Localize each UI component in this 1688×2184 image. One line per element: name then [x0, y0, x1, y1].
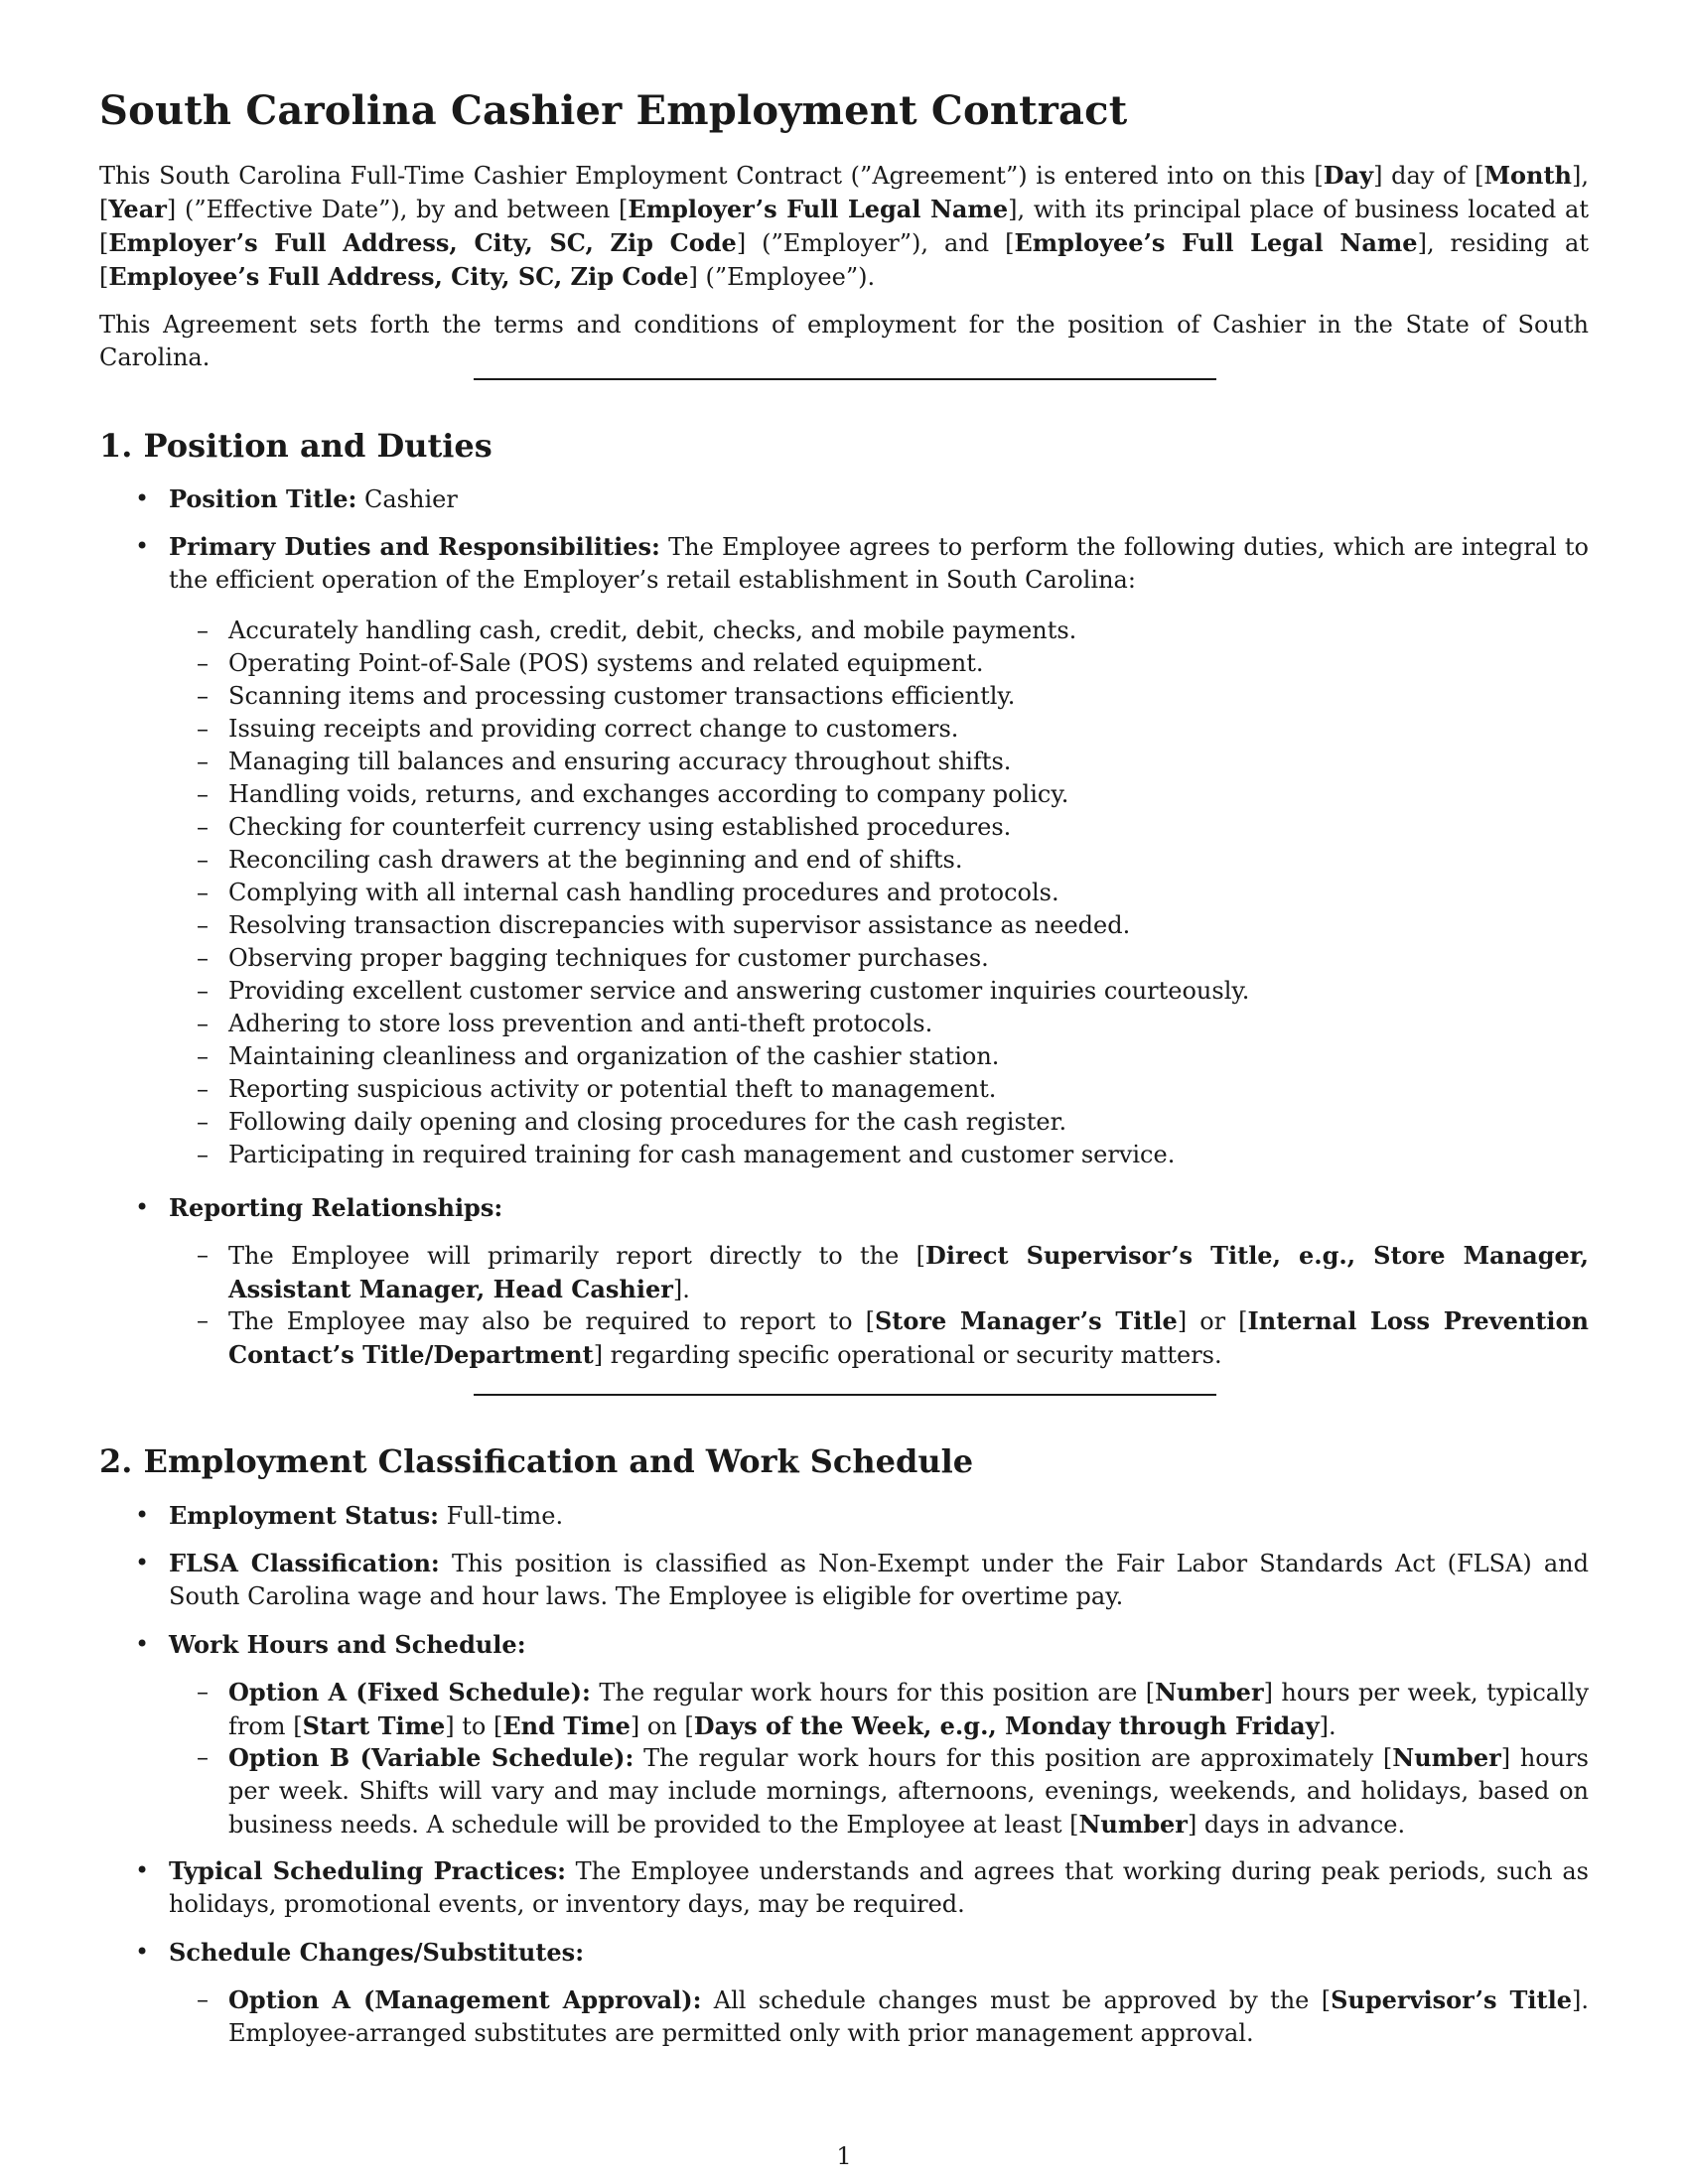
duty-list-item: Complying with all internal cash handling procedures and protocols.: [228, 879, 1059, 906]
fixed-schedule-option: Option A (Fixed Schedule): The regular work hours for this position are [Number] hours per week, typically from [Start Time] to [End Time] on [Days of the Week, e.g., Monday through Friday].: [228, 1678, 1590, 1740]
duty-list-item: Reconciling cash drawers at the beginning and end of shifts.: [228, 846, 963, 874]
days-of-week-placeholder: Days of the Week, e.g., Monday through Friday: [693, 1711, 1320, 1740]
dash-icon: –: [197, 1306, 209, 1334]
dash-icon: –: [197, 1042, 209, 1070]
hours-number-placeholder: Number: [1155, 1678, 1264, 1706]
dash-icon: –: [197, 846, 209, 874]
employee-address-placeholder: Employee’s Full Address, City, SC, Zip Code: [108, 262, 689, 291]
agreement-scope-paragraph: This Agreement sets forth the terms and conditions of employment for the position of Cashier in the State of South Carolina.: [99, 311, 1589, 371]
flsa-classification-item: FLSA Classification: This position is classified as Non-Exempt under the Fair Labor Standards Act (FLSA) and South Carolina wage and hour laws. The Employee is eligible for overtime pay.: [169, 1549, 1590, 1610]
duty-list-item: Accurately handling cash, credit, debit, checks, and mobile payments.: [228, 616, 1077, 644]
store-manager-placeholder: Store Manager’s Title: [874, 1306, 1178, 1335]
dash-icon: –: [197, 944, 209, 972]
schedule-changes-item: Schedule Changes/Substitutes:: [169, 1938, 585, 1967]
bullet-icon: •: [135, 1856, 150, 1884]
direct-supervisor-placeholder: Direct Supervisor’s Title, e.g., Store Manager, Assistant Manager, Head Cashier: [228, 1241, 1589, 1303]
section-divider: [474, 1394, 1216, 1396]
month-placeholder: Month: [1483, 161, 1572, 190]
end-time-placeholder: End Time: [502, 1711, 631, 1740]
dash-icon: –: [197, 1141, 209, 1168]
supervisor-title-placeholder: Supervisor’s Title: [1331, 1985, 1573, 2014]
reporting-item-2: The Employee may also be required to report to [Store Manager’s Title] or [Internal Loss Prevention Contact’s Title/Department] regarding specific operational or security matters.: [228, 1306, 1590, 1369]
reporting-relationships-item: Reporting Relationships:: [169, 1193, 503, 1222]
position-title-item: Position Title: Cashier: [169, 484, 458, 513]
duty-list-item: Participating in required training for cash management and customer service.: [228, 1141, 1176, 1168]
reporting-item-1: The Employee will primarily report directly to the [Direct Supervisor’s Title, e.g., Store Manager, Assistant Manager, Head Cashier].: [228, 1241, 1589, 1303]
bullet-icon: •: [135, 484, 150, 512]
bullet-icon: •: [135, 532, 150, 560]
dash-icon: –: [197, 682, 209, 710]
dash-icon: –: [197, 748, 209, 775]
loss-prevention-placeholder: Internal Loss Prevention Contact’s Title/Department: [228, 1306, 1590, 1369]
bullet-icon: •: [135, 1193, 150, 1221]
dash-icon: –: [197, 1743, 209, 1771]
year-placeholder: Year: [108, 195, 167, 223]
duty-list-item: Providing excellent customer service and answering customer inquiries courteously.: [228, 977, 1250, 1005]
dash-icon: –: [197, 715, 209, 743]
dash-icon: –: [197, 649, 209, 677]
typical-scheduling-item: Typical Scheduling Practices: The Employee understands and agrees that working during peak periods, such as holidays, promotional events, or inventory days, may be required.: [169, 1856, 1589, 1918]
document-page: [99, 0, 1589, 2184]
variable-schedule-option: Option B (Variable Schedule): The regular work hours for this position are approximately [Number] hours per week. Shifts will vary and may include mornings, afternoons, evenings, weekends, and holidays, based on business needs. A schedule will be provided to the Employee at least [Number] days in advance.: [228, 1743, 1589, 1839]
dash-icon: –: [197, 1985, 209, 2013]
duty-list-item: Maintaining cleanliness and organization of the cashier station.: [228, 1042, 1000, 1070]
start-time-placeholder: Start Time: [302, 1711, 446, 1740]
management-approval-option: Option A (Management Approval): All schedule changes must be approved by the [Supervisor’s Title]. Employee-arranged substitutes are permitted only with prior management approval.: [228, 1985, 1590, 2047]
dash-icon: –: [197, 1010, 209, 1037]
dash-icon: –: [197, 977, 209, 1005]
intro-paragraph: This South Carolina Full-Time Cashier Employment Contract (”Agreement”) is entered into on this [Day] day of [Month], [Year] (”Effective Date”), by and between [Employer’s Full Legal Name], with its principal place of business located at [Employer’s Full Address, City, SC, Zip Code] (”Employer”), and [Employee’s Full Legal Name], residing at [Employee’s Full Address, City, SC, Zip Code] (”Employee”).: [99, 161, 1589, 291]
advance-days-placeholder: Number: [1078, 1810, 1188, 1839]
section-2-title: 2. Employment Classification and Work Schedule: [99, 1442, 974, 1480]
employee-name-placeholder: Employee’s Full Legal Name: [1014, 228, 1418, 257]
duty-list-item: Operating Point-of-Sale (POS) systems and related equipment.: [228, 649, 984, 677]
duty-list-item: Reporting suspicious activity or potential theft to management.: [228, 1075, 997, 1103]
day-placeholder: Day: [1323, 161, 1374, 190]
bullet-icon: •: [135, 1549, 150, 1576]
dash-icon: –: [197, 911, 209, 939]
document-title: South Carolina Cashier Employment Contract: [99, 87, 1128, 134]
duty-list-item: Managing till balances and ensuring accuracy throughout shifts.: [228, 748, 1012, 775]
dash-icon: –: [197, 616, 209, 644]
duty-list-item: Scanning items and processing customer transactions efficiently.: [228, 682, 1016, 710]
employer-name-placeholder: Employer’s Full Legal Name: [628, 195, 1009, 223]
duty-list-item: Following daily opening and closing procedures for the cash register.: [228, 1108, 1067, 1136]
duty-list-item: Resolving transaction discrepancies with supervisor assistance as needed.: [228, 911, 1131, 939]
dash-icon: –: [197, 813, 209, 841]
employer-address-placeholder: Employer’s Full Address, City, SC, Zip Code: [108, 228, 737, 257]
employment-status-item: Employment Status: Full-time.: [169, 1501, 564, 1530]
bullet-icon: •: [135, 1938, 150, 1966]
bullet-icon: •: [135, 1501, 150, 1529]
hours-number-placeholder: Number: [1392, 1743, 1501, 1772]
dash-icon: –: [197, 780, 209, 808]
duty-list-item: Adhering to store loss prevention and anti-theft protocols.: [228, 1010, 933, 1037]
duty-list-item: Observing proper bagging techniques for customer purchases.: [228, 944, 989, 972]
dash-icon: –: [197, 1108, 209, 1136]
bullet-icon: •: [135, 1630, 150, 1658]
work-hours-item: Work Hours and Schedule:: [169, 1630, 526, 1659]
section-divider: [474, 378, 1216, 380]
dash-icon: –: [197, 1241, 209, 1269]
duty-list-item: Checking for counterfeit currency using established procedures.: [228, 813, 1012, 841]
dash-icon: –: [197, 1678, 209, 1706]
section-1-title: 1. Position and Duties: [99, 427, 492, 465]
dash-icon: –: [197, 879, 209, 906]
duty-list-item: Handling voids, returns, and exchanges according to company policy.: [228, 780, 1069, 808]
primary-duties-item: Primary Duties and Responsibilities: The Employee agrees to perform the following duties, which are integral to the efficient operation of the Employer’s retail establishment in South Carolina:: [169, 532, 1589, 594]
duty-list-item: Issuing receipts and providing correct change to customers.: [228, 715, 959, 743]
page-number: 1: [836, 2142, 852, 2170]
dash-icon: –: [197, 1075, 209, 1103]
